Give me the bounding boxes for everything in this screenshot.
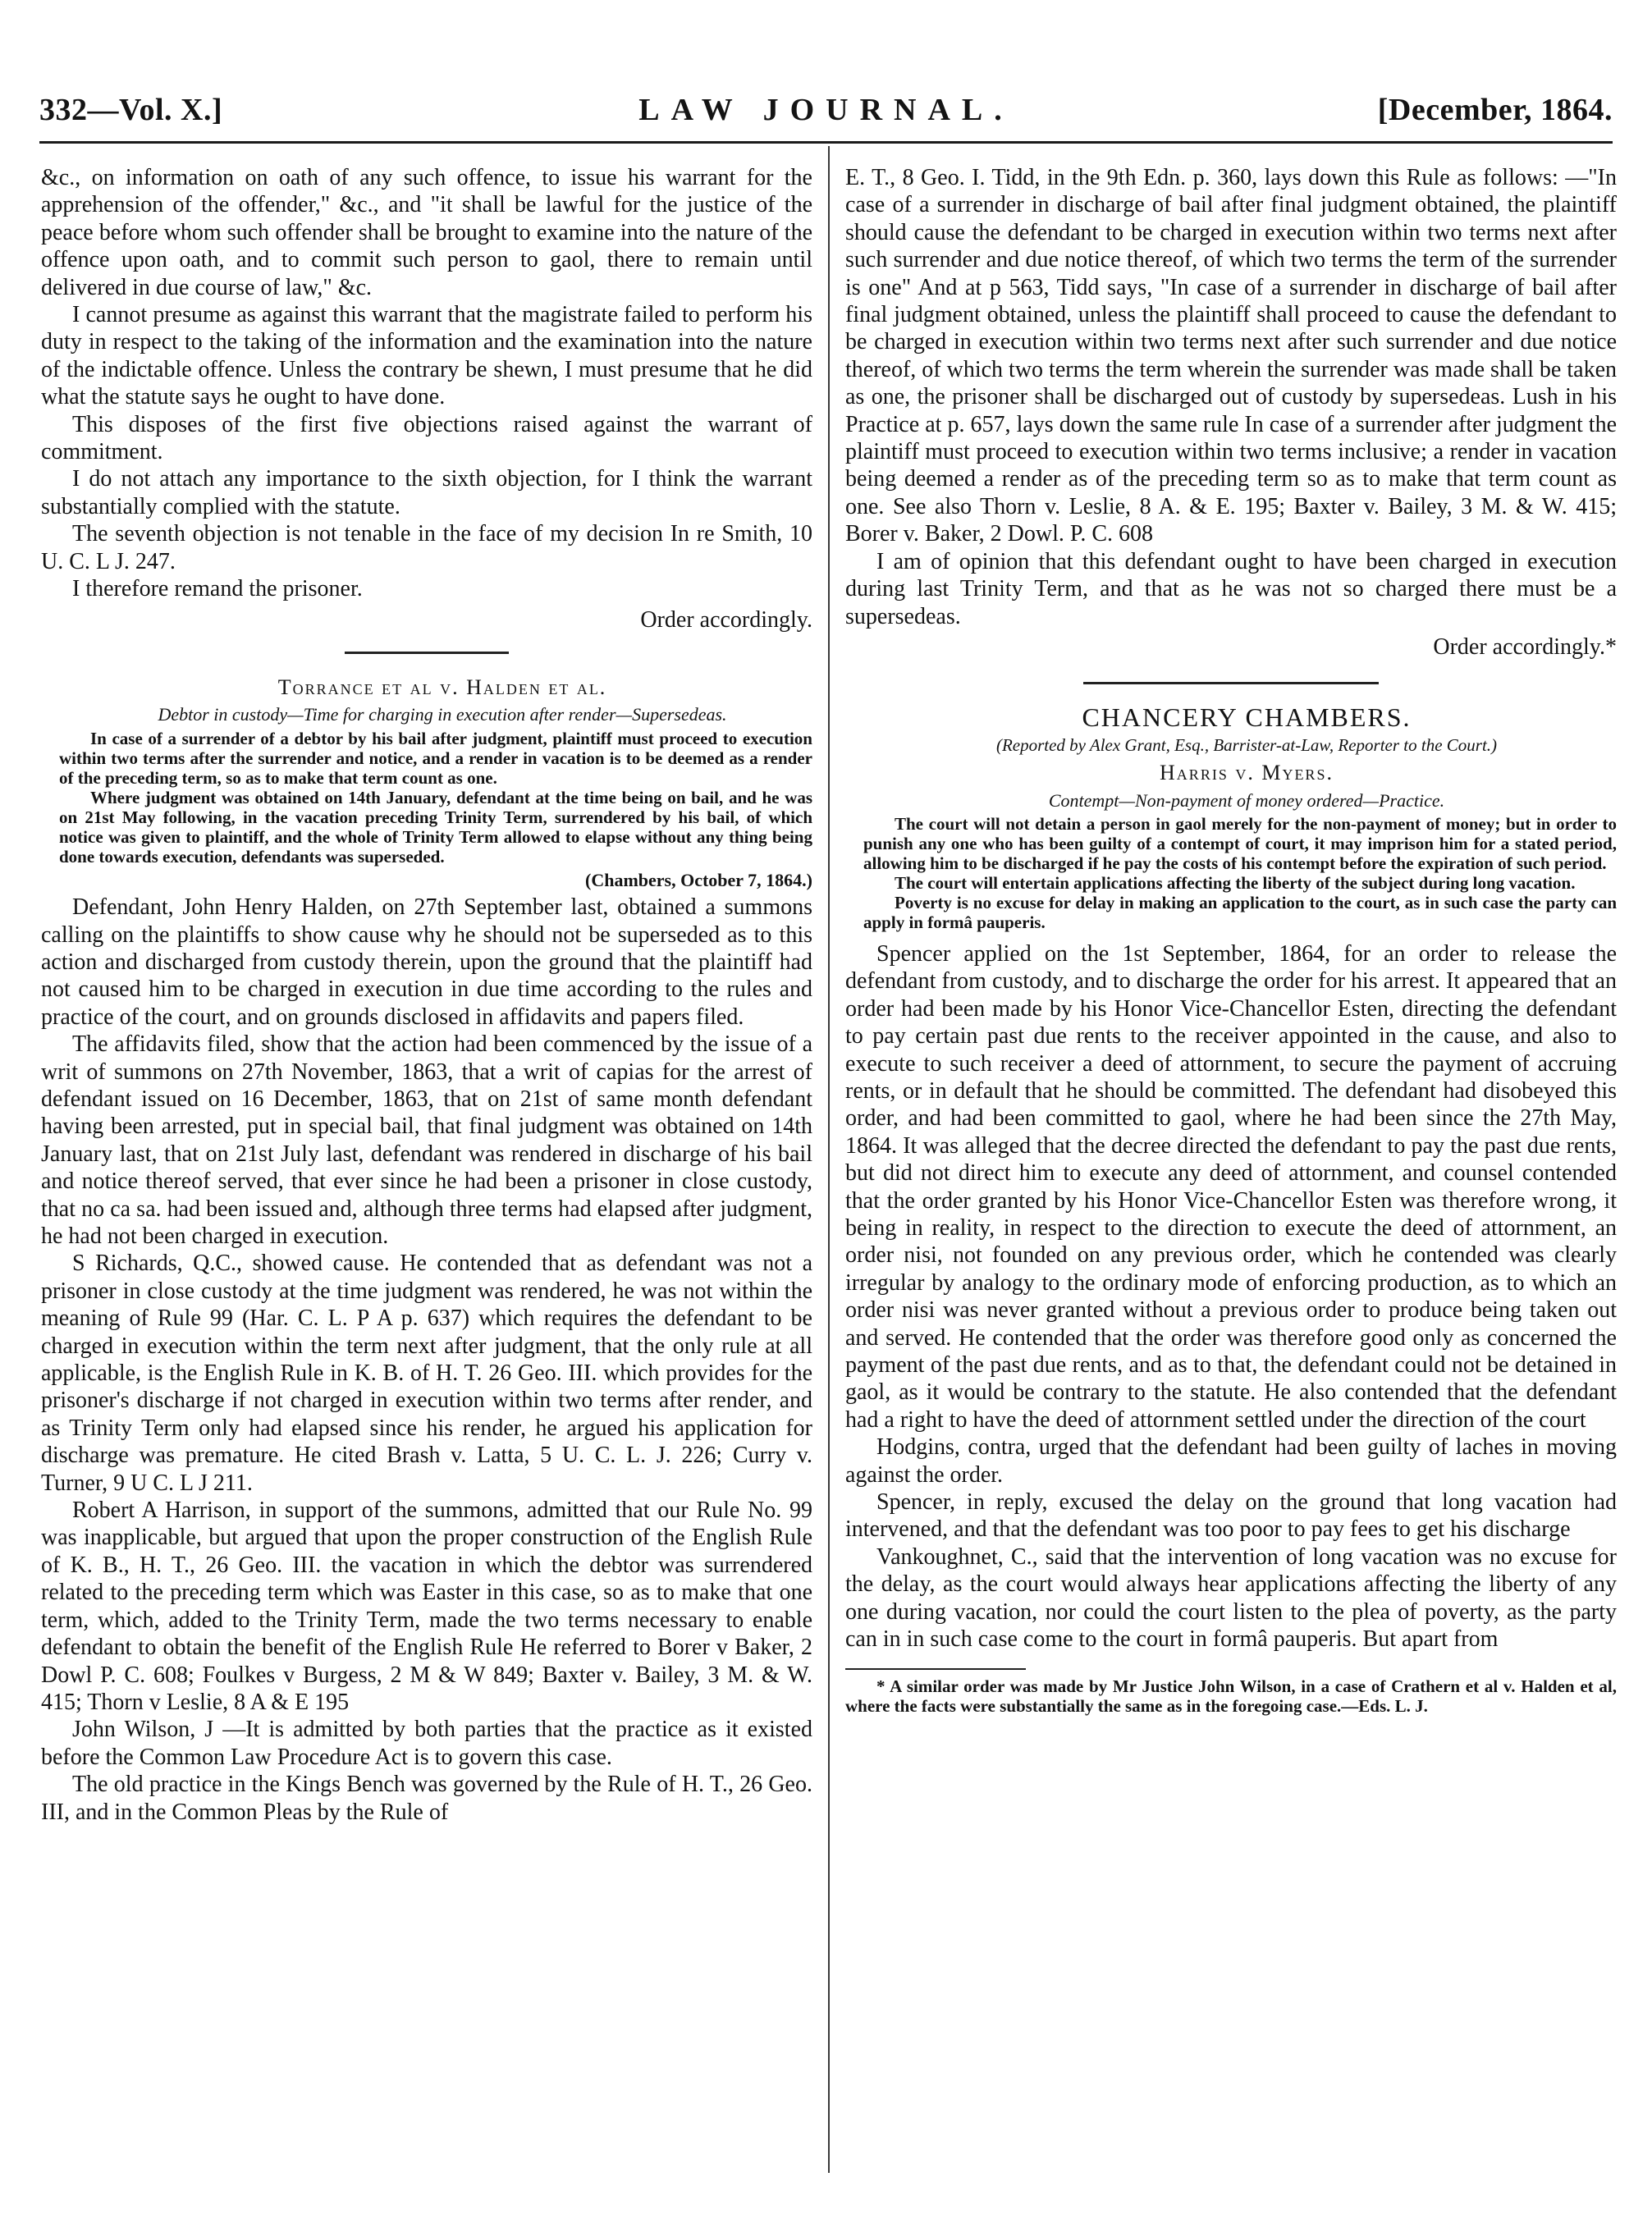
headnote: The court will not detain a person in gaol merely for the non-payment of money; but in order to punish any one who has been guilty of a contempt of court, it may imprison him for a stated period, allowing him to be discharged if he pay the costs of his contempt before the expiration of such period. xyxy=(863,813,1617,873)
paragraph: Spencer, in reply, excused the delay on the ground that long vacation had intervened, and that the defendant was too poor to pay fees to get his discharge xyxy=(845,1489,1617,1543)
chambers-date: (Chambers, October 7, 1864.) xyxy=(585,869,812,890)
spacer xyxy=(845,932,1617,940)
paragraph: The affidavits filed, show that the action had been commenced by the issue of a writ of summons on 27th November, 1863, that a writ of capias for the arrest of defendant issued on 16 December, 1863, that on 21st of same month defendant having been arrested, put in special bail, that final judgment was obtained on 14th January last, that on 21st July last, defendant was rendered in discharge of his bail and notice thereof served, that ever since he had been a prisoner in close custody, that no ca sa. had been issued and, although three terms had elapsed after judgment, he had not been charged in execution. xyxy=(41,1031,812,1249)
case-title: Harris v. Myers. xyxy=(1160,761,1334,785)
issue-date: [December, 1864. xyxy=(1377,93,1613,127)
paragraph: The seventh objection is not tenable in the face of my decision In re Smith, 10 U. C. L J. 247. xyxy=(41,521,812,574)
paragraph: Defendant, John Henry Halden, on 27th September last, obtained a summons calling on the plaintiffs to show cause why he should not be superseded as to this action and discharged from custody therein, upon the ground that the plaintiff had not caused him to be charged in execution in due time according to the rules and practice of the court, and on grounds disclosed in affidavits and papers filed. xyxy=(41,894,812,1030)
paragraph: I cannot presume as against this warrant that the magistrate failed to perform his duty in respect to the taking of the information and the examination into the nature of the indictable offence. Unless the contrary be shewn, I must presume that he did what the statute says he ought to have done. xyxy=(41,302,812,410)
paragraph: E. T., 8 Geo. I. Tidd, in the 9th Edn. p. 360, lays down this Rule as follows: —"In case of a surrender in discharge of bail after final judgment obtained, the plaintiff should cause the defendant to be charged in execution within two terms next after such surrender and due notice thereof, of which two terms the term of the surrender is one" And at p 563, Tidd says, "In case of a surrender in discharge of bail after final judgment obtained, unless the plaintiff shall proceed to cause the defendant to be charged in execution within two terms next after such surrender and due notice thereof, of which two terms the term wherein the surrender was made shall be taken as one, the prisoner shall be discharged out of custody by supersedeas. Lush in his Practice at p. 657, lays down the same rule In case of a surrender after judgment the plaintiff must proceed to execution within two terms inclusive; a render in vacation being deemed a render as of the preceding term so as to make that term count as one. See also Thorn v. Leslie, 8 A. & E. 195; Baxter v. Bailey, 3 M. & W. 415; Borer v. Baker, 2 Dowl. P. C. 608 xyxy=(845,165,1617,547)
order-line: Order accordingly. xyxy=(640,606,812,633)
headnote: Where judgment was obtained on 14th January, defendant at the time being on bail, and he was on 21st May following, in the vacation preceding Trinity Term, surrendered by his bail, of which notice was given to plaintiff, and the whole of Trinity Term allowed to elapse without any thing being done towards execution, defendants was superseded. xyxy=(59,787,812,867)
paragraph: The old practice in the Kings Bench was governed by the Rule of H. T., 26 Geo. III, and in the Common Pleas by the Rule of xyxy=(41,1772,812,1825)
headnote: The court will entertain applications affecting the liberty of the subject during long vacation. xyxy=(895,872,1576,893)
paragraph: S Richards, Q.C., showed cause. He contended that as defendant was not a prisoner in close custody at the time judgment was rendered, he was not within the meaning of Rule 99 (Har. C. L. P A p. 637) which requires the defendant to be charged in execution within the term next after judgment, that the only rule at all applicable, is the English Rule in K. B. of H. T. 26 Geo. III. which provides for the prisoner's discharge if not charged in execution within two terms after render, and as Trinity Term only had elapsed since his render, he argued his application for discharge was premature. He cited Brash v. Latta, 5 U. C. L. J. 226; Curry v. Turner, 9 U C. L J 211. xyxy=(41,1251,812,1496)
paragraph: &c., on information on oath of any such offence, to issue his warrant for the apprehension of the offender," &c., and "it shall be lawful for the justice of the peace before whom such offender shall be brought to examine into the nature of the offence upon oath, and to commit such person to gaol, there to remain until delivered in due course of law," &c. xyxy=(41,165,812,300)
paragraph: Robert A Harrison, in support of the summons, admitted that our Rule No. 99 was inapplicable, but argued that upon the proper construction of the English Rule of K. B., H. T., 26 Geo. III. the vacation in which the debtor was surrendered related to the preceding term which was Easter in this case, so as to make that one term, which, added to the Trinity Term, made the two terms necessary to enable defendant to obtain the benefit of the English Rule He referred to Borer v Baker, 2 Dowl P. C. 608; Foulkes v Burgess, 2 M & W 849; Baxter v. Bailey, 3 M. & W. 415; Thorn v Leslie, 8 A & E 195 xyxy=(41,1498,812,1715)
footnote: * A similar order was made by Mr Justice John Wilson, in a case of Crathern et al v. Halden et al, where the facts were substantially the same as in the foregoing case.—Eds. L. J. xyxy=(845,1676,1617,1716)
case-title: Torrance et al v. Halden et al. xyxy=(277,675,607,699)
reporter-line: (Reported by Alex Grant, Esq., Barrister-at-Law, Reporter to the Court.) xyxy=(995,734,1498,755)
section-rule xyxy=(1083,682,1379,684)
header-rule xyxy=(39,141,1613,144)
column-divider xyxy=(828,146,830,2173)
paragraph: Vankoughnet, C., said that the intervention of long vacation was no excuse for the delay, as the court would always hear applications affecting the liberty of any one during vacation, nor could the court listen to the plea of poverty, as the party can in in such case come to the court in formâ pauperis. But apart from xyxy=(845,1543,1617,1653)
section-title: CHANCERY CHAMBERS. xyxy=(1082,702,1412,733)
paragraph: I therefore remand the prisoner. xyxy=(72,576,363,602)
catchwords: Contempt—Non-payment of money ordered—Practice. xyxy=(1048,789,1445,811)
right-column xyxy=(845,164,1617,2191)
paragraph: I am of opinion that this defendant ought to have been charged in execution during last Trinity Term, and that as he was not so charged there must be a supersedeas. xyxy=(845,548,1617,629)
page-volume-label: 332—Vol. X.] xyxy=(39,93,223,127)
paragraph: John Wilson, J —It is admitted by both parties that the practice as it existed before the Common Law Procedure Act is to govern this case. xyxy=(41,1717,812,1770)
section-rule xyxy=(345,652,509,654)
headnote: Poverty is no excuse for delay in making an application to the court, as in such case the party can apply in formâ pauperis. xyxy=(863,892,1617,932)
paragraph: I do not attach any importance to the sixth objection, for I think the warrant substantially complied with the statute. xyxy=(41,466,812,519)
headnote: In case of a surrender of a debtor by his bail after judgment, plaintiff must proceed to execution within two terms after the surrender and notice, and a render in vacation is to be deemed as a render of the preceding term, so as to make that term count as one. xyxy=(59,728,812,788)
catchwords: Debtor in custody—Time for charging in execution after render—Supersedeas. xyxy=(158,704,727,725)
running-header xyxy=(39,92,1613,141)
footnote-rule xyxy=(845,1668,1026,1670)
order-line: Order accordingly.* xyxy=(1433,633,1617,660)
paragraph: Spencer applied on the 1st September, 1864, for an order to release the defendant from custody, and to discharge the order for his arrest. It appeared that an order had been made by his Honor Vice-Chancellor Esten, directing the defendant to pay certain past due rents to the receiver appointed in the cause, and also to execute to such receiver a deed of attornment, to secure the payment of accruing rents, or in default that he should be committed. The defendant had disobeyed this order, and had been committed to gaol, where he had been since the 27th May, 1864. It was alleged that the decree directed the defendant to pay the past due rents, but did not direct him to execute any deed of attornment, and counsel contended that the order granted by his Honor Vice-Chancellor Esten was therefore wrong, it being in reality, in respect to the direction to execute the deed of attornment, an order nisi, not founded on any previous order, which he contended was clearly irregular by analogy to the ordinary mode of enforcing production, as to which an order nisi was never granted without a previous order to produce being taken out and served. He contended that the order was therefore good only as concerned the payment of the past due rents, and as to that, the defendant could not be detained in gaol, as it would be contrary to the statute. He also contended that the defendant had a right to have the deed of attornment settled under the direction of the court xyxy=(845,940,1617,1433)
journal-title: LAW JOURNAL. xyxy=(638,93,1014,127)
paragraph: This disposes of the first five objections raised against the warrant of commitment. xyxy=(41,411,812,465)
left-column xyxy=(41,164,812,2191)
paragraph: Hodgins, contra, urged that the defendant had been guilty of laches in moving against the order. xyxy=(845,1434,1617,1488)
